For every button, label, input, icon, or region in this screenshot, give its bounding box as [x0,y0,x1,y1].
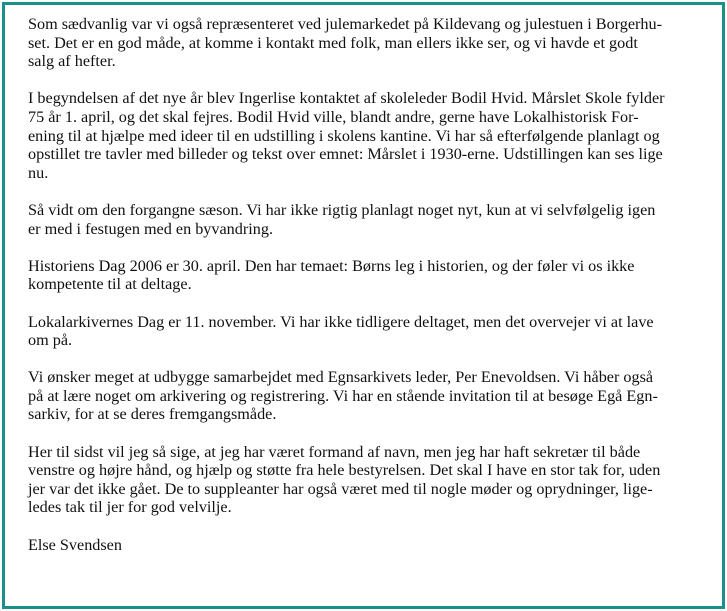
page-border [2,2,725,609]
text-line: ening til at hjælpe med ideer til en udstilling i skolens kantine. Vi har så efterfølgende planlagt og [28,126,660,145]
text-line: nu. [28,163,49,182]
text-line: på at lære noget om arkivering og registrering. Vi har en stående invitation til at besøge Egå Egn- [28,386,658,405]
text-line: jer var det ikke gået. De to suppleanter har også været med til nogle møder og oprydninger, lige- [28,479,653,498]
text-line: er med i festugen med en byvandring. [28,219,273,238]
paragraph-lokalarkivernes-dag [28,313,708,350]
signature: Else Svendsen [28,535,122,554]
text-line: sarkiv, for at se deres fremgangsmåde. [28,405,277,424]
paragraph-afslutning [28,443,708,517]
text-line: ledes tak til jer for god velvilje. [28,498,232,517]
paragraph-udstilling [28,89,708,182]
text-line: venstre og højre hånd, og hjælp og støtte fra hele bestyrelsen. Det skal I have en stor tak for, uden [28,461,661,480]
text-line: Vi ønsker meget at udbygge samarbejdet med Egnsarkivets leder, Per Enevoldsen. Vi håber også [28,368,654,387]
text-line: 75 år 1. april, og det skal fejres. Bodil Hvid ville, blandt andre, gerne have Lokalhistorisk For- [28,107,639,126]
text-line: Så vidt om den forgangne sæson. Vi har ikke rigtig planlagt noget nyt, kun at vi selvfølgelig igen [28,200,656,219]
text-line: opstillet tre tavler med billeder og tekst over emnet: Mårslet i 1930-erne. Udstillingen kan ses lige [28,145,663,164]
paragraph-historiens-dag [28,257,708,294]
text-line: set. Det er en god måde, at komme i kontakt med folk, man ellers ikke ser, og vi havde et godt [28,33,638,52]
document-body [28,15,708,554]
paragraph-egnsarkiv [28,368,708,424]
text-line: om på. [28,331,73,350]
text-line: I begyndelsen af det nye år blev Ingerlise kontaktet af skoleleder Bodil Hvid. Mårslet Skole fylder [28,89,665,108]
text-line: Lokalarkivernes Dag er 11. november. Vi har ikke tidligere deltaget, men det overvejer vi at lave [28,312,654,331]
text-line: Her til sidst vil jeg så sige, at jeg har været formand af navn, men jeg har haft sekretær til både [28,442,641,461]
text-line: salg af hefter. [28,52,116,71]
text-line: kompetente til at deltage. [28,275,192,294]
paragraph-julemarked [28,15,708,71]
text-line: Som sædvanlig var vi også repræsenteret ved julemarkedet på Kildevang og julestuen i Borgerhu- [28,15,663,33]
paragraph-saeson [28,201,708,238]
text-line: Historiens Dag 2006 er 30. april. Den har temaet: Børns leg i historien, og der føler vi os ikke [28,256,635,275]
